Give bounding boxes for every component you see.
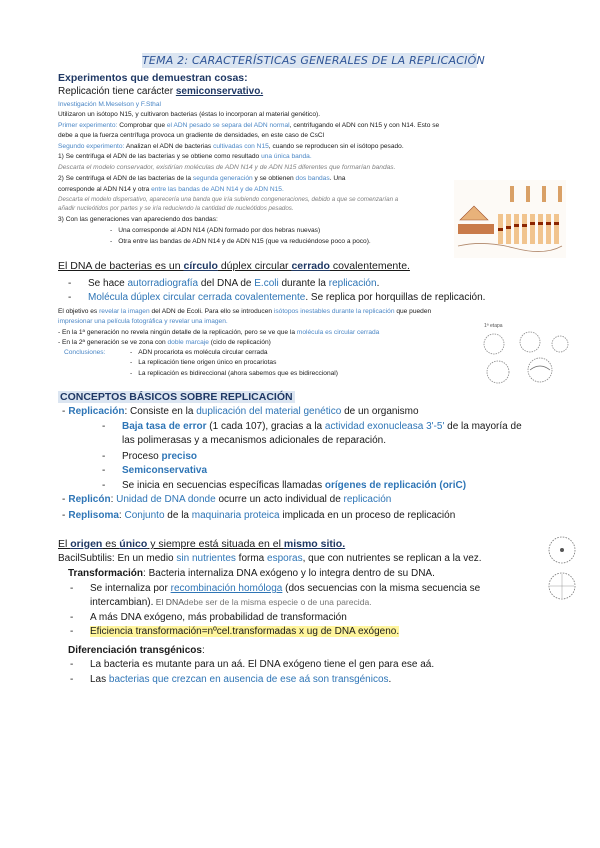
exp-b2-text: Otra entre las bandas de ADN N14 y de ADN N15 (que va reduciéndose poco a poco). xyxy=(118,238,371,245)
exp-l7d: dos bandas xyxy=(295,175,330,182)
concept-semiconservativa xyxy=(102,465,208,476)
band-mark xyxy=(530,222,535,225)
dash: - xyxy=(70,612,74,623)
dna-obj-3 xyxy=(58,328,379,337)
band-mark xyxy=(506,226,511,229)
concept-replicacion xyxy=(62,406,419,417)
meselson-stahl-figure xyxy=(454,180,566,258)
band-col xyxy=(538,214,543,244)
dna-bacterias-heading xyxy=(58,260,410,272)
d1: La bacteria es mutante para un aá. El DNA exógeno tiene el gen para ese aá. xyxy=(90,659,435,670)
dna-o1b: revelar la imagen xyxy=(99,308,150,315)
baja-a: Baja tasa de error xyxy=(122,421,207,432)
exp-line-10: añadir nucleótidos por partes y se iría reduciendo la cantidad de nucleótidos pesados. xyxy=(58,205,294,212)
d2c: . xyxy=(388,674,392,685)
replisoma-d: de la xyxy=(164,510,192,521)
transformacion-line xyxy=(68,568,435,579)
transf-b: : Bacteria internaliza DNA exógeno y lo integra dentro de su DNA. xyxy=(143,568,435,579)
tube xyxy=(526,186,530,202)
dna-obj-4 xyxy=(58,338,271,347)
transf-bullet-3 xyxy=(70,626,400,637)
page-title: TEMA 2: CARACTERÍSTICAS GENERALES DE LA REPLICACIÓN xyxy=(142,54,485,67)
circle-dna xyxy=(528,358,552,382)
dna-o1d: isótopos inestables durante la replicación xyxy=(273,308,395,315)
investigacion-line: Investigación M.Meselson y F.Sthal xyxy=(58,101,161,108)
dna-b1f: replicación xyxy=(328,278,377,289)
concept-inicio xyxy=(102,480,467,491)
exp-l7c: y se obtienen xyxy=(252,175,296,182)
tube xyxy=(510,186,514,202)
band-mark xyxy=(554,222,559,225)
transf-a: Transformación xyxy=(68,568,144,579)
dash: - xyxy=(62,510,66,521)
replisoma-e: maquinaria proteica xyxy=(191,510,280,521)
origin-dot xyxy=(560,548,564,552)
rep-d: de un organismo xyxy=(341,406,419,417)
dna-b1a: Se hace xyxy=(88,278,128,289)
bacil-c: forma xyxy=(235,553,268,564)
replisoma-f: implicada en un proceso de replicación xyxy=(279,510,456,521)
dash: - xyxy=(70,674,74,685)
dna-obj-2: impresionar una película fotográfica y revelar una imagen. xyxy=(58,318,228,325)
exp-l7e: . Una xyxy=(329,175,346,182)
replisoma-c: Conjunto xyxy=(124,510,165,521)
dash: - xyxy=(68,292,72,303)
conclusion-3 xyxy=(130,369,338,378)
replicon-c: Unidad de DNA donde xyxy=(116,494,216,505)
rep-c: duplicación del material genético xyxy=(196,406,342,417)
conclusiones-label: Conclusiones: xyxy=(64,349,106,356)
t1b: recombinación homóloga xyxy=(170,583,283,594)
dna-bullet-2 xyxy=(68,292,486,303)
or-h-d: único xyxy=(119,538,148,550)
baja-b: (1 cada 107), gracias a la xyxy=(206,421,325,432)
baja-c: actividad exonucleasa 3'-5' xyxy=(324,421,445,432)
circle-dna xyxy=(484,334,504,354)
concept-replicon xyxy=(62,494,391,505)
transf-bullet-1-cont xyxy=(90,597,372,608)
conc1-text: ADN procariota es molécula circular cerrada xyxy=(138,349,268,356)
dif-colon: : xyxy=(201,645,205,656)
dash: - xyxy=(130,349,133,356)
dna-b1e: durante la xyxy=(278,278,329,289)
t3: Eficiencia transformación=nºcel.transformadas x ug de DNA exógeno. xyxy=(90,626,400,637)
semicon-pre: Replicación tiene carácter xyxy=(58,86,176,97)
ecoli-autoradiograph-figure xyxy=(478,318,570,386)
dna-b2b: . Se replica por horquillas de replicación. xyxy=(305,292,486,303)
or-h-b: origen xyxy=(70,538,103,550)
dash: - xyxy=(70,626,74,637)
exp-l4a: Segundo experimento: xyxy=(58,143,125,150)
t1a: Se internaliza por xyxy=(90,583,171,594)
exp-l4c: cultivadas con N15 xyxy=(213,143,269,150)
conc2-text: La replicación tiene origen único en procariotas xyxy=(138,359,277,366)
figure-caption: 1ª etapa xyxy=(484,323,503,329)
band-col xyxy=(554,214,559,244)
conclusion-2 xyxy=(130,358,276,367)
semicon-word: semiconservativo. xyxy=(175,86,264,97)
exp-l2b: Comprobar que xyxy=(117,122,167,129)
dash: - xyxy=(102,465,106,476)
concept-baja-tasa xyxy=(102,421,522,432)
diferenciacion-heading xyxy=(68,645,205,656)
d2b: bacterias que crezcan en ausencia de ese aá son transgénicos xyxy=(108,674,389,685)
dna-o4c: (ciclo de replicación) xyxy=(208,339,271,346)
dna-bullet-1 xyxy=(68,278,380,289)
replisoma-b: : xyxy=(118,510,125,521)
dash: - xyxy=(110,227,113,234)
dna-b1b: autorradiografía xyxy=(127,278,199,289)
exp-line-8 xyxy=(58,185,284,194)
dna-o1a: El objetivo es xyxy=(58,308,100,315)
exp-line-1: Utilizaron un isótopo N15, y cultivaron bacterias (éstas lo incorporan al material genético). xyxy=(58,111,321,118)
ini-a: Se inicia en secuencias específicas llamadas xyxy=(122,480,325,491)
semiconservativo-line xyxy=(58,86,263,97)
dash: - xyxy=(102,421,106,432)
t1e: El DNA xyxy=(153,597,184,607)
exp-line-2 xyxy=(58,121,439,130)
exp-line-11: 3) Con las generaciones van apareciendo dos bandas: xyxy=(58,216,218,223)
dna-obj-1 xyxy=(58,307,431,316)
circle-dna xyxy=(552,336,568,352)
bacil-line xyxy=(58,553,482,564)
centrifuge-icon xyxy=(458,224,494,234)
conc3-text: La replicación es bidireccional (ahora sabemos que es bidireccional) xyxy=(138,370,338,377)
t1d: intercambian). xyxy=(90,597,154,608)
exp-line-4 xyxy=(58,142,404,151)
bacil-e: , que con nutrientes se replican a la vez. xyxy=(302,553,482,564)
d2a: Las xyxy=(90,674,109,685)
dif-text: Diferenciación transgénicos xyxy=(68,645,202,656)
or-h-f: mismo sitio. xyxy=(283,538,346,550)
dna-o3a: - En la 1ª generación no revela ningún detalle de la replicación, pero se ve que la xyxy=(58,329,297,336)
tube xyxy=(542,186,546,202)
exp-l8b: entre las bandas de ADN N14 y de ADN N15. xyxy=(151,186,284,193)
dna-o1c: del ADN de Ecoli. Para ello se introducen xyxy=(149,308,274,315)
replicon-e: replicación xyxy=(343,494,392,505)
dna-b1c: del DNA de xyxy=(198,278,255,289)
t1c: (dos secuencias con la misma secuencia se xyxy=(282,583,481,594)
concept-preciso xyxy=(102,451,198,462)
bacil-d: esporas xyxy=(267,553,303,564)
or-h-e: y siempre está situada en el xyxy=(147,538,284,550)
rep-a: Replicación xyxy=(68,406,125,417)
dna-h-d: cerrado xyxy=(291,260,330,272)
circle-dna xyxy=(520,332,540,352)
dna-o4b: doble marcaje xyxy=(167,339,209,346)
bacil-a: BacilSubtilis: En un medio xyxy=(58,553,177,564)
proc-b: preciso xyxy=(161,451,198,462)
dna-h-e: covalentemente. xyxy=(329,260,410,272)
dna-b1d: E.coli xyxy=(254,278,279,289)
concept-baja-tasa-cont: las polimerasas y a mecanismos adicionales de reparación. xyxy=(122,435,387,446)
dash: - xyxy=(102,451,106,462)
exp-line-6: Descarta el modelo conservador, existirían moléculas de ADN N14 y de ADN N15 diferentes que formarían bandas. xyxy=(58,164,396,171)
exp-line-7 xyxy=(58,174,345,183)
dna-o1e: que pueden xyxy=(394,308,432,315)
baja-d: de la mayoría de xyxy=(444,421,522,432)
dna-h-b: círculo xyxy=(183,260,218,272)
exp-l2c: el ADN pesado se separa del ADN normal xyxy=(166,122,290,129)
exp-l2a: Primer experimento: xyxy=(58,122,118,129)
dash: - xyxy=(68,278,72,289)
exp-l5a: 1) Se centrifuga el ADN de las bacterias y se obtiene como resultado xyxy=(58,153,262,160)
band-col xyxy=(530,214,535,244)
exp-l5b: una única banda. xyxy=(261,153,312,160)
bacil-b: sin nutrientes xyxy=(176,553,236,564)
dna-b2a: Molécula dúplex circular cerrada covalentemente xyxy=(88,292,306,303)
replicon-b: : xyxy=(110,494,117,505)
band-col xyxy=(546,214,551,244)
exp-bullet-2 xyxy=(110,237,371,246)
circle-dna xyxy=(487,361,509,383)
band-mark xyxy=(538,222,543,225)
dash: - xyxy=(102,480,106,491)
exp-l7a: 2) Se centrifuga el ADN de las bacterias de la xyxy=(58,175,193,182)
band-mark xyxy=(522,224,527,227)
dash: - xyxy=(110,238,113,245)
dash: - xyxy=(70,583,74,594)
dna-h-a: El DNA de bacterias es un xyxy=(58,260,184,272)
dif-bullet-1 xyxy=(70,659,435,670)
exp-l4d: , cuando se reproducen sin el isótopo pesado. xyxy=(268,143,404,150)
conclusion-1 xyxy=(130,348,268,357)
band-col xyxy=(514,214,519,244)
replicon-a: Replicón xyxy=(68,494,111,505)
dif-bullet-2 xyxy=(70,674,392,685)
exp-l2d: , centrifugando el ADN con N15 y con N14. Esto se xyxy=(289,122,440,129)
dna-h-c: dúplex circular xyxy=(217,260,292,272)
dna-o4a: - En la 2ª generación se ve zona con xyxy=(58,339,168,346)
band-mark xyxy=(546,222,551,225)
dash: - xyxy=(130,359,133,366)
concept-replisoma xyxy=(62,510,455,521)
exp-l4b: Analizan el ADN de bacterias xyxy=(124,143,214,150)
exp-l8a: corresponde al ADN N14 y otra xyxy=(58,186,152,193)
section-heading-experimentos: Experimentos que demuestran cosas: xyxy=(58,72,248,84)
ini-b: orígenes de replicación (oriC) xyxy=(324,480,467,491)
exp-l7b: segunda generación xyxy=(192,175,253,182)
replication-bubble xyxy=(530,366,550,370)
transf-bullet-1 xyxy=(70,583,481,594)
or-h-a: El xyxy=(58,538,71,550)
rep-b: : Consiste en la xyxy=(124,406,197,417)
or-h-c: es xyxy=(102,538,120,550)
bacillus-origin-figure xyxy=(542,532,582,606)
dash: - xyxy=(70,659,74,670)
t1f: debe ser de la misma especie o de una parecida. xyxy=(183,597,372,607)
exp-line-9: Descarta el modelo dispersativo, aparecería una banda que iría subiendo congeneraciones, debido a que se comenzarían a xyxy=(58,196,399,203)
band-mark xyxy=(498,228,503,231)
dash: - xyxy=(130,370,133,377)
tube xyxy=(558,186,562,202)
dna-b1g: . xyxy=(376,278,380,289)
exp-b1-text: Una corresponde al ADN N14 (ADN formado por dos hebras nuevas) xyxy=(118,227,321,234)
t2: A más DNA exógeno, más probabilidad de transformación xyxy=(90,612,347,623)
transf-bullet-2 xyxy=(70,612,347,623)
dash: - xyxy=(62,406,66,417)
exp-bullet-1 xyxy=(110,226,321,235)
replicon-d: ocurre un acto individual de xyxy=(215,494,344,505)
dash: - xyxy=(62,494,66,505)
exp-line-3: debe a que la fuerza centrífuga provoca un gradiente de densidades, en este caso de CsCl xyxy=(58,132,325,139)
band-col xyxy=(522,214,527,244)
proc-a: Proceso xyxy=(122,451,162,462)
dna-o3b: molécula es circular cerrada xyxy=(296,329,380,336)
exp-line-5 xyxy=(58,152,312,161)
origen-heading xyxy=(58,538,345,550)
band-mark xyxy=(514,224,519,227)
conceptos-heading: CONCEPTOS BÁSICOS SOBRE REPLICACIÓN xyxy=(60,391,293,403)
replisoma-a: Replisoma xyxy=(68,510,119,521)
semi-text: Semiconservativa xyxy=(122,465,208,476)
